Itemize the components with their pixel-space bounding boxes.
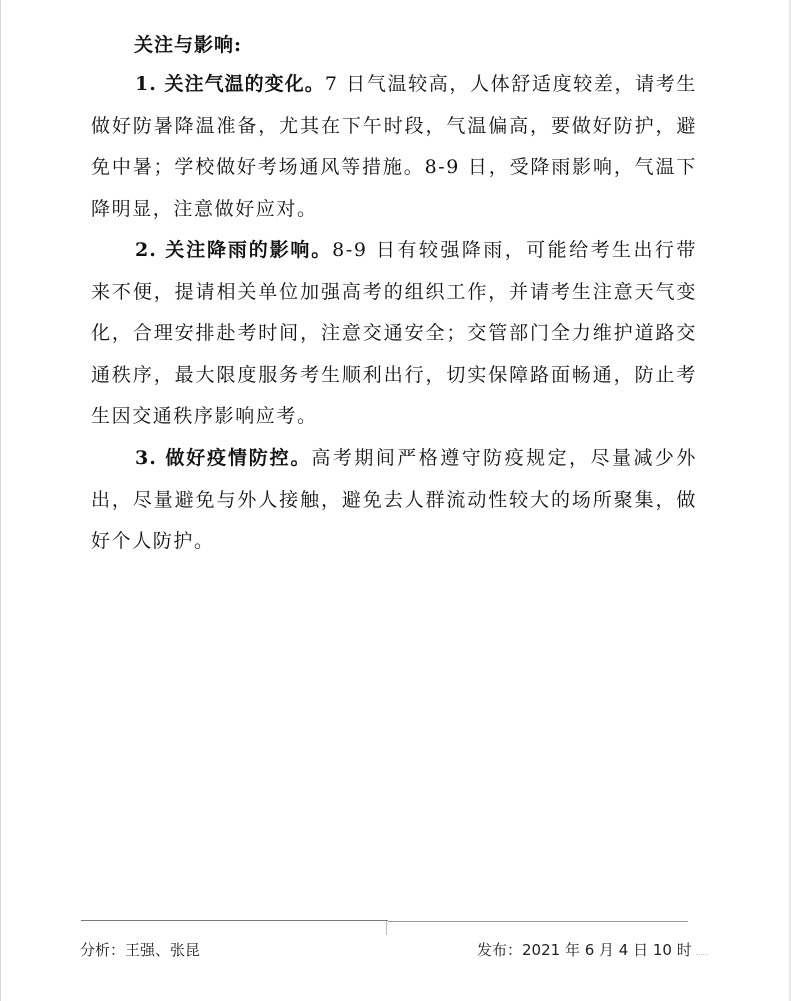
paragraph-lead: 2. 关注降雨的影响。 (135, 239, 333, 261)
paragraph-lead: 1. 关注气温的变化。 (135, 73, 325, 95)
footer-published (477, 939, 708, 960)
paragraph-temperature (91, 64, 697, 230)
footer-cut-mark (696, 944, 708, 955)
footer-divider (386, 921, 387, 935)
section-heading: 关注与影响: (134, 34, 243, 56)
footer-analysts: 分析：王强、张昆 (80, 941, 201, 959)
page-left-edge (0, 0, 1, 1001)
paragraph-text: 8-9 日有较强降雨，可能给考生出行带来不便，提请相关单位加强高考的组织工作，并请考生注意天气变化，合理安排赴考时间，注意交通安全；交管部门全力维护道路交通秩序，最大限度服务考生顺利出行，切实保障路面畅通，防止考生因交通秩序影响应考。 (91, 239, 697, 427)
paragraph-text: 7 日气温较高，人体舒适度较差，请考生做好防暑降温准备，尤其在下午时段，气温偏高，要做好防护，避免中暑；学校做好考场通风等措施。8-9 日，受降雨影响，气温下降明显，注意做好应对。 (91, 73, 698, 220)
paragraph-lead: 3. 做好疫情防控。 (135, 447, 312, 469)
paragraph-text: 高考期间严格遵守防疫规定，尽量减少外出，尽量避免与外人接触，避免去人群流动性较大的场所聚集，做好个人防护。 (91, 447, 697, 552)
footer-rule (388, 921, 688, 922)
paragraph-epidemic (91, 438, 697, 563)
footer-rule (81, 920, 388, 921)
paragraph-rainfall (91, 230, 697, 438)
footer-published-text: 发布：2021 年 6 月 4 日 10 时 (477, 941, 692, 959)
